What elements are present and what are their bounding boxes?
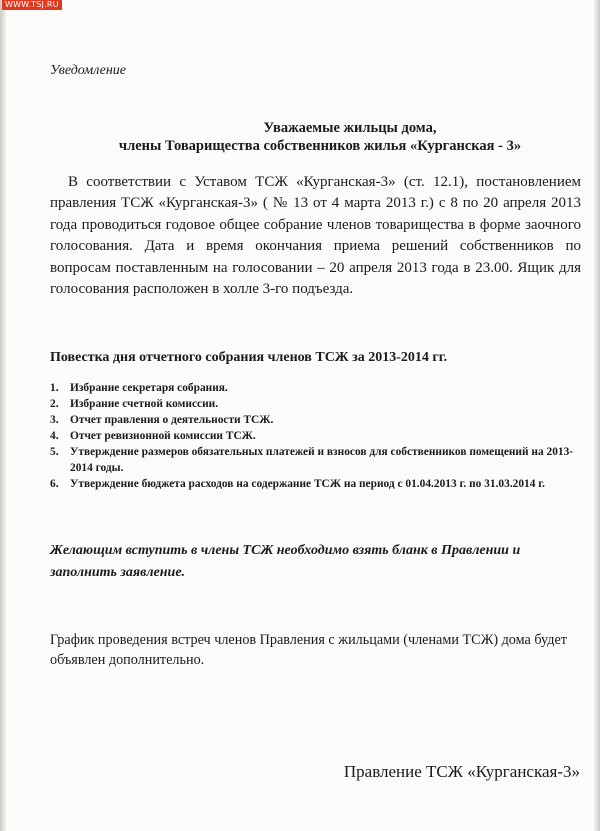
signature: Правление ТСЖ «Курганская-3» xyxy=(343,762,580,781)
agenda-item xyxy=(50,396,580,412)
agenda-title: Повестка дня отчетного собрания членов ТСЖ за 2013-2014 гг. xyxy=(50,350,448,365)
greeting-line-2: члены Товарищества собственников жилья «Курганская - 3» xyxy=(118,138,522,154)
agenda-item xyxy=(50,444,580,476)
scan-edge-left xyxy=(0,0,6,831)
membership-note: Желающим вступить в члены ТСЖ необходимо взять бланк в Правлении и заполнить заявление. xyxy=(50,543,521,580)
watermark: WWW.TSJ.RU xyxy=(2,0,62,10)
greeting-line-1: Уважаемые жильцы дома, xyxy=(263,120,437,136)
agenda-list xyxy=(50,380,580,492)
greeting xyxy=(40,119,600,155)
agenda-item xyxy=(50,428,580,444)
agenda-item-text: Утверждение размеров обязательных платежей и взносов для собственников помещений на 2013-2014 годы. xyxy=(70,446,574,474)
schedule-note: График проведения встреч членов Правления с жильцами (членами ТСЖ) дома будет объявлен дополнительно. xyxy=(50,632,567,668)
agenda-item xyxy=(50,412,580,428)
agenda-item xyxy=(50,380,580,396)
agenda-item-number: 1. xyxy=(50,382,59,394)
agenda-item xyxy=(50,476,580,492)
agenda-item-text: Избрание счетной комиссии. xyxy=(70,398,219,410)
agenda-item-number: 4. xyxy=(50,430,59,442)
body-paragraph: В соответствии с Уставом ТСЖ «Курганская-3» (ст. 12.1), постановлением правления ТСЖ «Курганская-3» ( № 13 от 4 марта 2013 г.) с 8 по 20 апреля 2013 года проводиться годовое общее собрание членов товарищества в форме заочного голосования. Дата и время окончания приема решений собственников по вопросам поставленным на голосовании – 20 апреля 2013 года в 23.00. Ящик для голосования расположен в холле 3-го подъезда. xyxy=(50,174,581,298)
agenda-item-number: 2. xyxy=(50,398,59,410)
agenda-item-text: Отчет ревизионной комиссии ТСЖ. xyxy=(70,430,256,442)
agenda-item-number: 5. xyxy=(50,446,59,458)
agenda-item-text: Утверждение бюджета расходов на содержание ТСЖ на период с 01.04.2013 г. по 31.03.2014 г. xyxy=(70,478,546,490)
agenda-item-text: Избрание секретаря собрания. xyxy=(70,382,228,394)
agenda-item-number: 6. xyxy=(50,478,59,490)
notice-label: Уведомление xyxy=(50,63,127,78)
agenda-item-text: Отчет правления о деятельности ТСЖ. xyxy=(70,414,274,426)
agenda-item-number: 3. xyxy=(50,414,59,426)
